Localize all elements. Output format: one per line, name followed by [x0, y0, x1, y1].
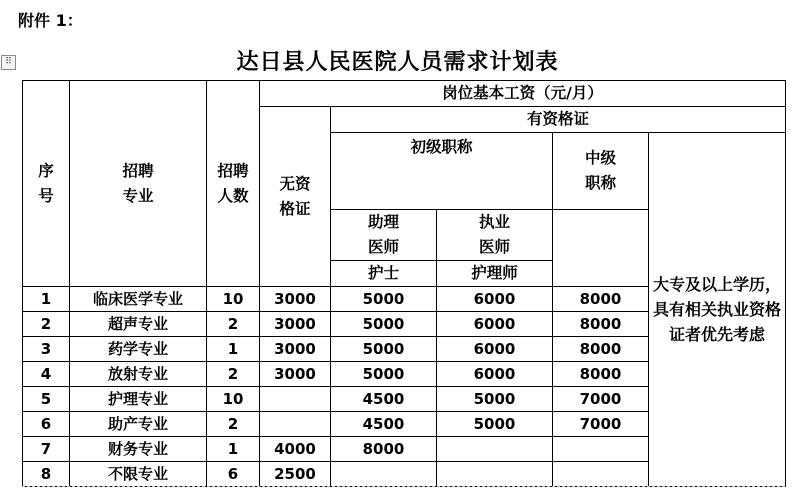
licensed-cell — [437, 437, 553, 462]
licensed-cell: 6000 — [437, 337, 553, 362]
major-cell: 助产专业 — [70, 412, 207, 437]
mid-cell: 7000 — [553, 412, 649, 437]
assistant-cell — [331, 462, 437, 487]
count-cell: 10 — [207, 387, 260, 412]
licensed-cell: 5000 — [437, 412, 553, 437]
count-cell: 6 — [207, 462, 260, 487]
major-cell: 超声专业 — [70, 312, 207, 337]
licensed-cell: 6000 — [437, 362, 553, 387]
junior-title-header: 初级职称 — [331, 133, 553, 210]
licensed-cell: 5000 — [437, 387, 553, 412]
no-cert-cell — [260, 387, 331, 412]
assistant-cell: 4500 — [331, 412, 437, 437]
has-cert-header: 有资格证 — [331, 107, 786, 133]
major-cell: 财务专业 — [70, 437, 207, 462]
count-cell: 1 — [207, 437, 260, 462]
no-cert-cell: 3000 — [260, 362, 331, 387]
no-cert-cell: 2500 — [260, 462, 331, 487]
no-cert-cell: 3000 — [260, 337, 331, 362]
licensed-cell — [437, 462, 553, 487]
mid-cell: 8000 — [553, 337, 649, 362]
no-cert-cell: 3000 — [260, 312, 331, 337]
mid-cell: 8000 — [553, 287, 649, 312]
licensed-physician-header: 执业 医师 — [437, 210, 553, 261]
page-boundary-line — [22, 486, 785, 487]
mid-title-header: 中级 职称 — [553, 133, 649, 210]
major-cell: 药学专业 — [70, 337, 207, 362]
seq-cell: 8 — [23, 462, 70, 487]
major-cell: 临床医学专业 — [70, 287, 207, 312]
count-cell: 2 — [207, 312, 260, 337]
major-header: 招聘 专业 — [70, 81, 207, 287]
count-header: 招聘 人数 — [207, 81, 260, 287]
no-cert-header: 无资 格证 — [260, 107, 331, 287]
salary-header: 岗位基本工资（元/月） — [260, 81, 786, 107]
no-cert-cell: 3000 — [260, 287, 331, 312]
count-cell: 2 — [207, 362, 260, 387]
seq-cell: 6 — [23, 412, 70, 437]
count-cell: 10 — [207, 287, 260, 312]
mid-cell: 8000 — [553, 362, 649, 387]
header-row-1 — [23, 81, 786, 107]
mid-cell: 7000 — [553, 387, 649, 412]
table-move-handle[interactable]: ⠿ — [1, 55, 16, 70]
major-cell: 放射专业 — [70, 362, 207, 387]
nurse-header: 护士 — [331, 261, 437, 287]
seq-cell: 1 — [23, 287, 70, 312]
major-cell: 不限专业 — [70, 462, 207, 487]
mid-empty-cell — [553, 210, 649, 287]
seq-cell: 4 — [23, 362, 70, 387]
count-cell: 1 — [207, 337, 260, 362]
seq-cell: 3 — [23, 337, 70, 362]
mid-cell: 8000 — [553, 312, 649, 337]
seq-cell: 7 — [23, 437, 70, 462]
seq-cell: 2 — [23, 312, 70, 337]
assistant-cell: 8000 — [331, 437, 437, 462]
count-cell: 2 — [207, 412, 260, 437]
document-title: 达日县人民医院人员需求计划表 — [236, 50, 559, 75]
licensed-cell: 6000 — [437, 287, 553, 312]
licensed-cell: 6000 — [437, 312, 553, 337]
mid-cell — [553, 462, 649, 487]
assistant-cell: 4500 — [331, 387, 437, 412]
assistant-cell: 5000 — [331, 312, 437, 337]
seq-cell: 5 — [23, 387, 70, 412]
mid-cell — [553, 437, 649, 462]
annex-label: 附件 1： — [18, 11, 83, 30]
seq-header: 序 号 — [23, 81, 70, 287]
requirement-note: 大专及以上学历，具有相关执业资格证者优先考虑 — [649, 133, 786, 487]
no-cert-cell: 4000 — [260, 437, 331, 462]
assistant-cell: 5000 — [331, 362, 437, 387]
assistant-cell: 5000 — [331, 337, 437, 362]
assistant-physician-header: 助理 医师 — [331, 210, 437, 261]
recruitment-plan-table — [22, 80, 786, 487]
assistant-cell: 5000 — [331, 287, 437, 312]
senior-nurse-header: 护理师 — [437, 261, 553, 287]
no-cert-cell — [260, 412, 331, 437]
major-cell: 护理专业 — [70, 387, 207, 412]
